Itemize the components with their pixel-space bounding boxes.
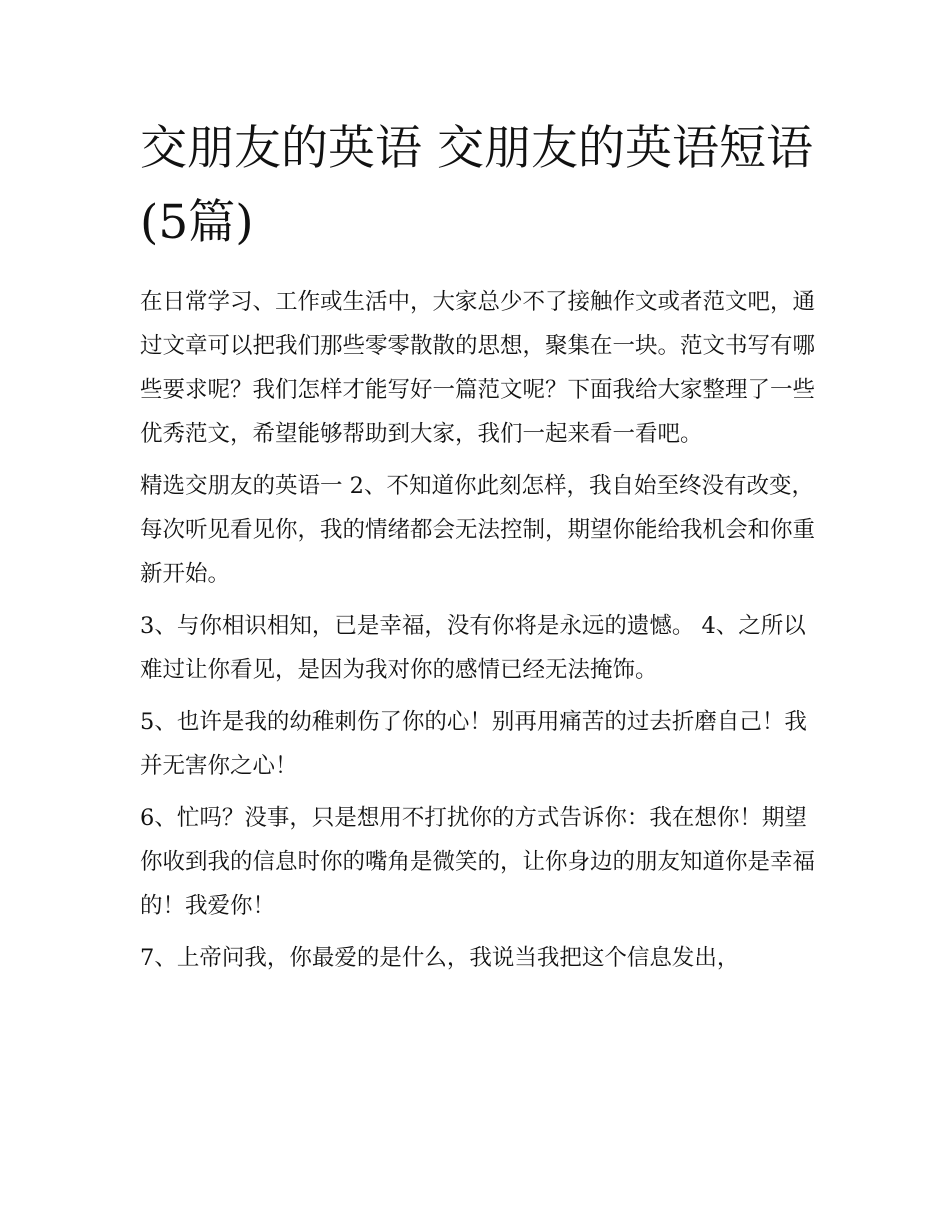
paragraph-item-6: 6、忙吗？没事，只是想用不打扰你的方式告诉你：我在想你！期望你收到我的信息时你的嘴角是微笑的，让你身边的朋友知道你是幸福的！我爱你！ xyxy=(140,805,816,919)
paragraph-item-3-4: 3、与你相识相知，已是幸福，没有你将是永远的遗憾。 4、之所以难过让你看见，是因为我对你的感情已经无法掩饰。 xyxy=(140,613,806,683)
document-title: 交朋友的英语 交朋友的英语短语(5篇) xyxy=(140,121,813,250)
paragraph-intro: 在日常学习、工作或生活中，大家总少不了接触作文或者范文吧，通过文章可以把我们那些零零散散的思想，聚集在一块。范文书写有哪些要求呢？我们怎样才能写好一篇范文呢？下面我给大家整理了一些优秀范文，希望能够帮助到大家，我们一起来看一看吧。 xyxy=(140,289,816,447)
paragraph-item-7: 7、上帝问我，你最爱的是什么，我说当我把这个信息发出， xyxy=(140,945,740,971)
document-body xyxy=(140,280,820,988)
paragraph-item-5: 5、也许是我的幼稚刺伤了你的心！别再用痛苦的过去折磨自己！我并无害你之心！ xyxy=(140,709,807,779)
paragraph-item-2: 精选交朋友的英语一 2、不知道你此刻怎样，我自始至终没有改变，每次听见看见你，我的情绪都会无法控制，期望你能给我机会和你重新开始。 xyxy=(140,473,816,587)
